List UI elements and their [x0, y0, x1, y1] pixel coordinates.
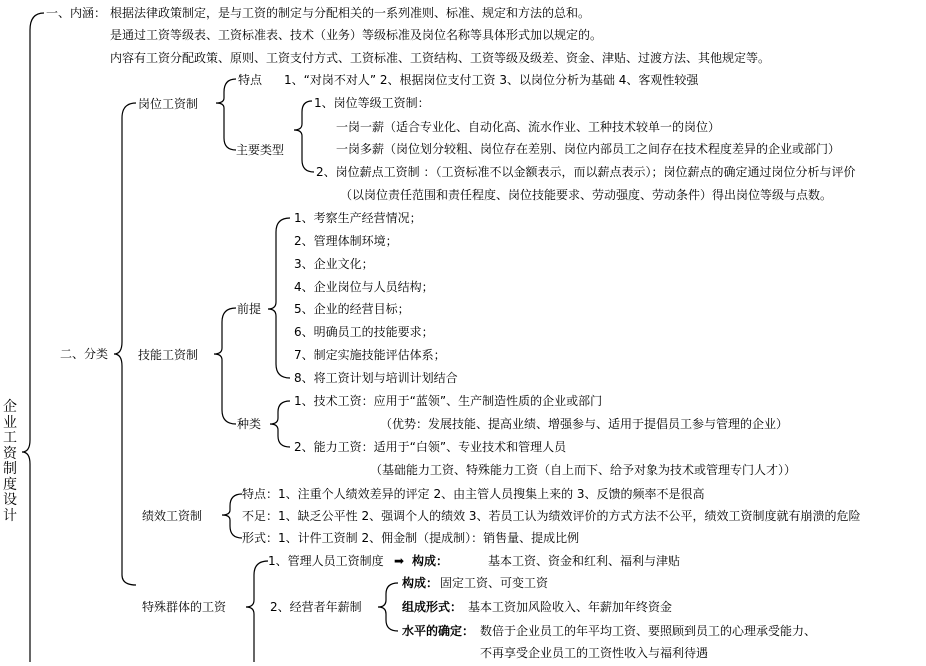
fenlei-label: 二、分类 — [60, 347, 109, 361]
teshu-1-arrow: ➡ — [394, 554, 405, 568]
brace-gangwei — [216, 79, 236, 150]
brace-types — [294, 101, 314, 172]
teshu-2-xingshi-label: 组成形式： — [402, 600, 463, 614]
qianti-item: 3、企业文化； — [294, 257, 374, 271]
teshu-1-goucheng: 基本工资、资金和红利、福利与津贴 — [488, 554, 681, 568]
jineng-label: 技能工资制 — [138, 348, 199, 362]
zhonglei-2: 2、能力工资：适用于“白领”、专业技术和管理人员 — [294, 440, 567, 454]
type-1b: 一岗多薪（岗位划分较粗、岗位存在差别、岗位内部员工之间存在技术程度差异的企业或部门） — [336, 142, 841, 156]
gangwei-tedian-label: 特点 — [238, 73, 263, 87]
qianti-label: 前提 — [237, 302, 262, 316]
jixiao-tedian: 特点：1、注重个人绩效差异的评定 2、由主管人员搜集上来的 3、反馈的频率不是很高 — [242, 487, 705, 501]
type-2: 2、岗位薪点工资制 ：（工资标准不以金额表示，而以薪点表示）；岗位薪点的确定通过岗位分析与评价 — [316, 165, 856, 179]
qianti-item: 7、制定实施技能评估体系； — [294, 348, 446, 362]
zhonglei-label: 种类 — [237, 417, 262, 431]
type-1: 1、岗位等级工资制： — [314, 96, 430, 110]
type-2b: （以岗位责任范围和责任程度、岗位技能要求、劳动强度、劳动条件）得出岗位等级与点数。 — [340, 188, 833, 202]
zhonglei-1: 1、技术工资：应用于“蓝领”、生产制造性质的企业或部门 — [294, 394, 603, 408]
neihan-line-3: 内容有工资分配政策、原则、工资支付方式、工资标准、工资结构、工资等级及级差、资金、津贴、过渡方法、其他规定等。 — [110, 51, 771, 65]
qianti-item: 5、企业的经营目标； — [294, 302, 410, 316]
teshu-2-xingshi: 基本工资加风险收入、年薪加年终资金 — [468, 600, 673, 614]
neihan-line-2: 是通过工资等级表、工资标准表、技术（业务）等级标准及岗位名称等具体形式加以规定的。 — [110, 28, 603, 42]
qianti-item: 2、管理体制环境； — [294, 234, 398, 248]
qianti-item: 8、将工资计划与培训计划结合 — [294, 371, 458, 385]
teshu-2-shuiping-label: 水平的确定： — [402, 624, 475, 638]
type-1a: 一岗一薪（适合专业化、自动化高、流水作业、工种技术较单一的岗位） — [336, 120, 721, 134]
teshu-1-goucheng-label: 构成： — [412, 554, 449, 568]
teshu-1: 1、管理人员工资制度 — [268, 554, 384, 568]
teshu-2: 2、经营者年薪制 — [270, 600, 362, 614]
brace-teshu — [246, 561, 268, 662]
neihan-line-1: 根据法律政策制定，是与工资的制定与分配相关的一系列准则、标准、规定和方法的总和。 — [110, 6, 591, 20]
gangwei-label: 岗位工资制 — [138, 97, 199, 111]
brace-qianti — [268, 218, 290, 378]
brace-jineng — [214, 308, 236, 424]
brace-zhonglei — [270, 401, 290, 447]
root-topic: 企业工资制度设计 — [3, 399, 17, 524]
qianti-item: 4、企业岗位与人员结构； — [294, 280, 434, 294]
gangwei-tedian-text: 1、“对岗不对人” 2、根据岗位支付工资 3、以岗位分析为基础 4、客观性较强 — [284, 73, 699, 87]
teshu-2-shuiping: 数倍于企业员工的年平均工资、要照顾到员工的心理承受能力、 — [480, 624, 817, 638]
zhonglei-1b: （优势：发展技能、提高业绩、增强参与、适用于提倡员工参与管理的企业） — [380, 417, 789, 431]
brace-root — [22, 13, 44, 662]
brace-fenlei — [114, 103, 136, 585]
jixiao-label: 绩效工资制 — [142, 509, 203, 523]
jixiao-buzu: 不足：1、缺乏公平性 2、强调个人的绩效 3、若员工认为绩效评价的方式方法不公平，绩效工资制度就有崩溃的危险 — [242, 509, 861, 523]
qianti-item: 1、考察生产经营情况； — [294, 211, 422, 225]
teshu-2-goucheng-label: 构成： — [402, 576, 439, 590]
teshu-label: 特殊群体的工资 — [142, 600, 227, 614]
teshu-2-shuiping-2: 不再享受企业员工的工资性收入与福利待遇 — [480, 646, 709, 660]
brace-jixiao — [222, 494, 242, 538]
zhonglei-2b: （基础能力工资、特殊能力工资（自上而下、给予对象为技术或管理专门人才）） — [370, 463, 797, 477]
gangwei-types-label: 主要类型 — [236, 143, 285, 157]
teshu-2-goucheng: 固定工资、可变工资 — [440, 576, 549, 590]
qianti-item: 6、明确员工的技能要求； — [294, 325, 434, 339]
neihan-label: 一、内涵： — [46, 6, 107, 20]
brace-jingyingzhe — [378, 583, 398, 631]
jixiao-xingshi: 形式：1、计件工资制 2、佣金制（提成制）：销售量、提成比例 — [242, 531, 580, 545]
